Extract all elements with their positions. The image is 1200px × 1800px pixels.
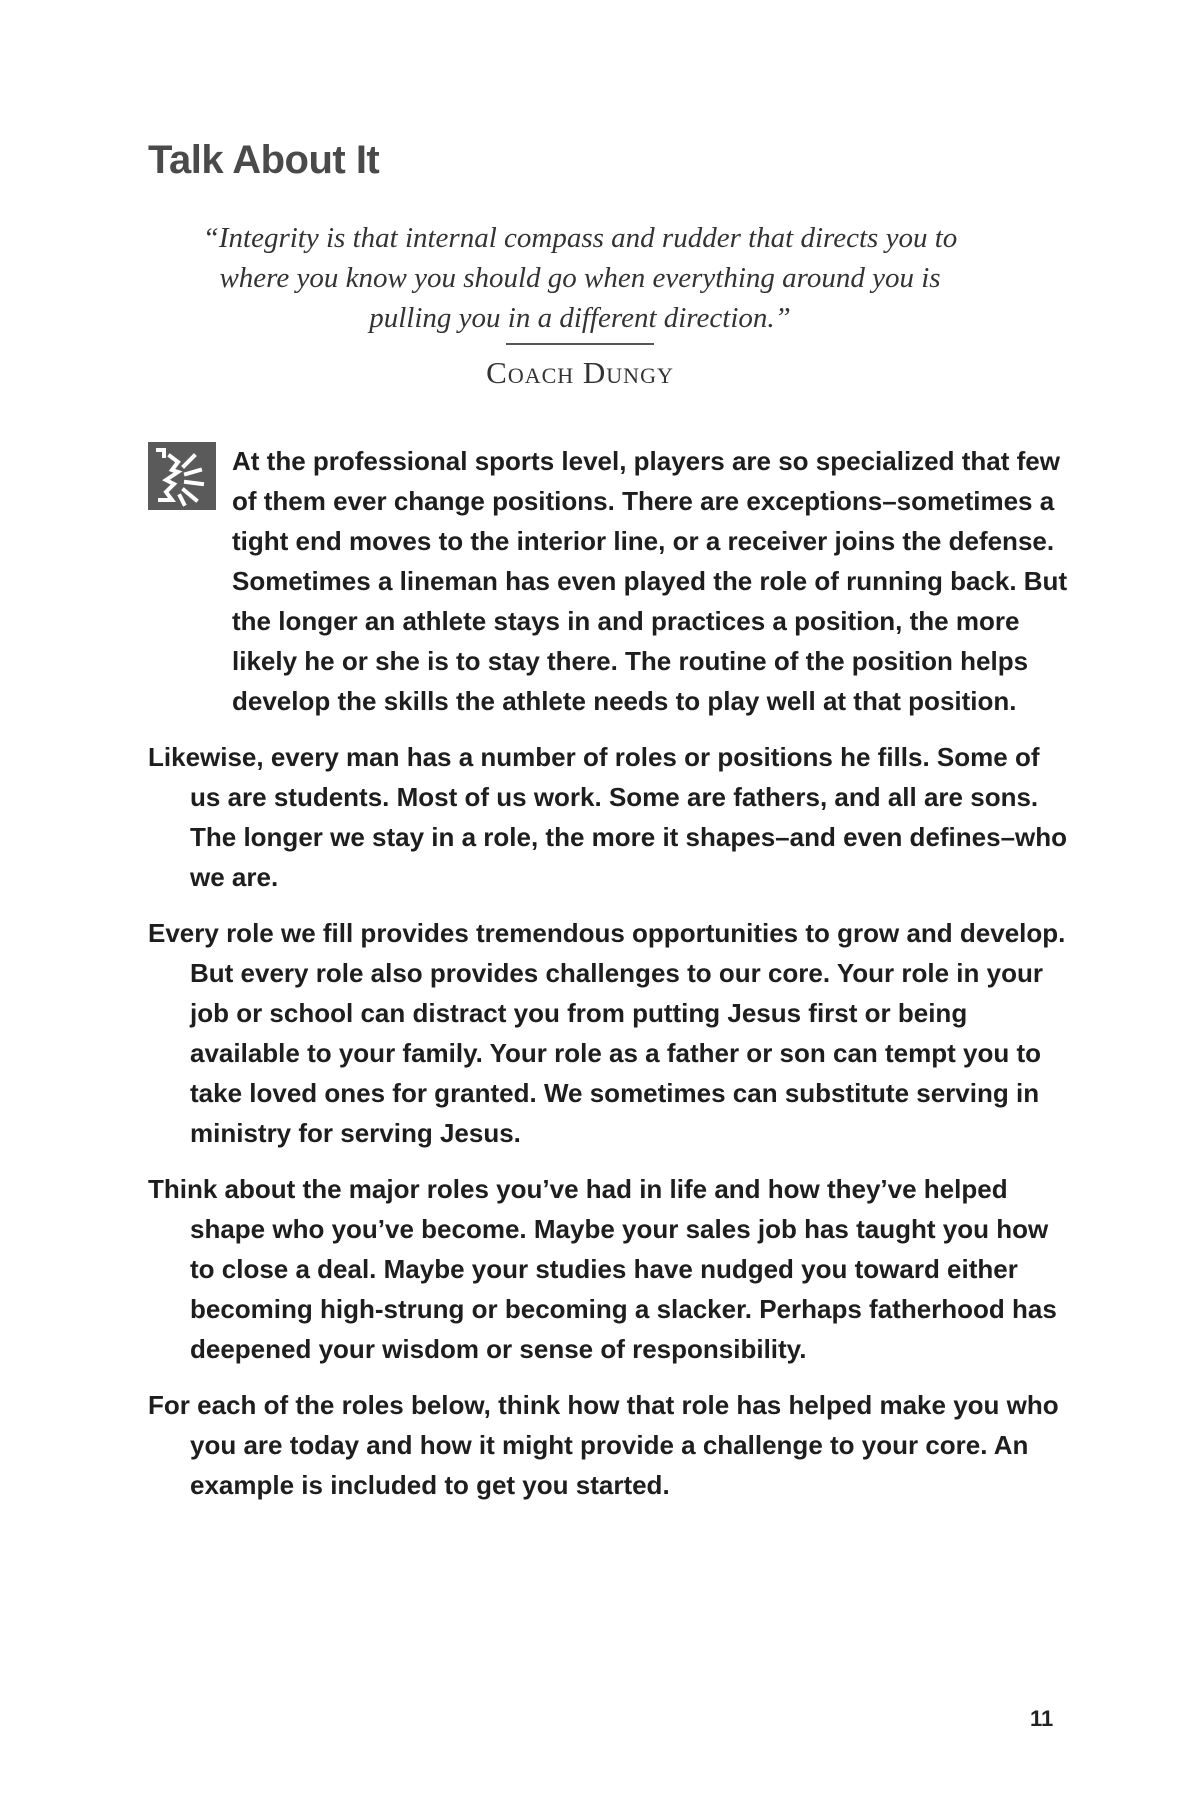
page-number: 11 xyxy=(1030,1706,1054,1731)
quote-divider xyxy=(506,343,654,345)
epigraph xyxy=(180,218,980,391)
page-title: Talk About It xyxy=(148,138,380,182)
paragraph: Think about the major roles you’ve had in life and how they’ve helped shape who you’ve become. Maybe your sales job has taught you how to close a deal. Maybe your studies have nudged you toward either becoming high-strung or becoming a slacker. Perhaps fatherhood has deepened your wisdom or sense of responsibility. xyxy=(148,1174,1057,1364)
paragraph: Likewise, every man has a number of roles or positions he fills. Some of us are students. Most of us work. Some are fathers, and all are sons. The longer we stay in a role, the more it shapes–and even defines–who we are. xyxy=(148,742,1068,892)
body-text xyxy=(148,441,1070,1521)
paragraph: For each of the roles below, think how that role has helped make you who you are today and how it might provide a challenge to your core. An example is included to get you started. xyxy=(148,1390,1059,1500)
paragraph: Every role we fill provides tremendous opportunities to grow and develop. But every role also provides challenges to our core. Your role in your job or school can distract you from putting Jesus first or being available to your family. Your role as a father or son can tempt you to take loved ones for granted. We sometimes can substitute serving in ministry for serving Jesus. xyxy=(148,918,1066,1148)
quote-text: “Integrity is that internal compass and rudder that directs you to where you know you should go when everything around you is pulling you in a different direction.” xyxy=(202,222,958,334)
paragraph: At the professional sports level, players are so specialized that few of them ever change positions. There are exceptions–sometimes a tight end moves to the interior line, or a receiver joins the defense. Sometimes a lineman has even played the role of running back. But the longer an athlete stays in and practices a position, the more likely he or she is to stay there. The routine of the position helps develop the skills the athlete needs to play well at that position. xyxy=(232,446,1068,716)
quote-author: Coach Dungy xyxy=(486,355,674,390)
